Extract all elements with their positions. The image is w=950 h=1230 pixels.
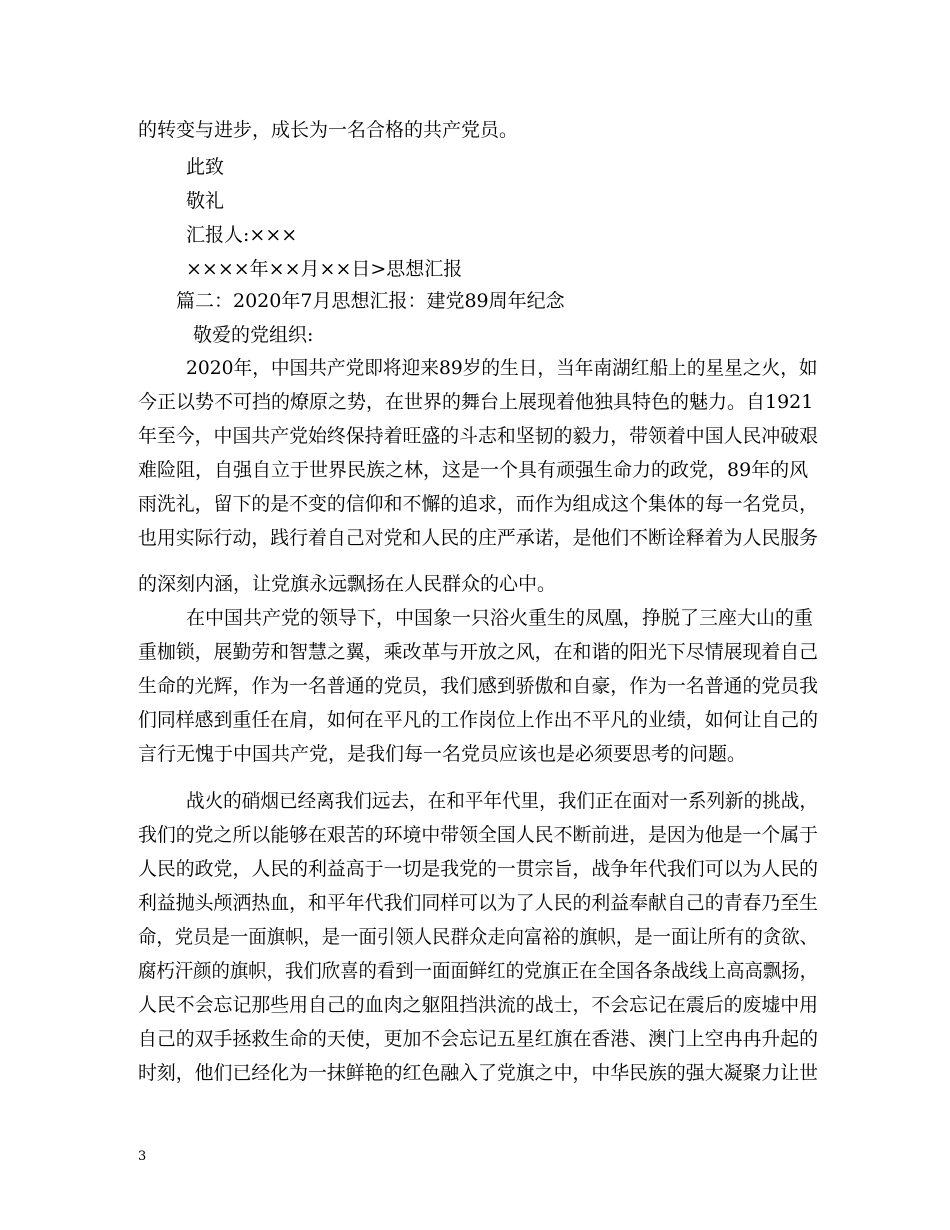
text-line: 命，党员是一面旗帜，是一面引领人民群众走向富裕的旗帜，是一面让所有的贪欲、 (138, 926, 819, 948)
text-line: 自己的双手拯救生命的天使，更加不会忘记五星红旗在香港、澳门上空冉冉升起的 (138, 1028, 819, 1050)
closing-regards: 敬礼 (186, 190, 225, 212)
text-line: 生命的光辉，作为一名普通的党员，我们感到骄傲和自豪，作为一名普通的党员我 (138, 675, 819, 697)
text-line: 人民的政党，人民的利益高于一切是我党的一贯宗旨，战争年代我们可以为人民的 (138, 858, 819, 880)
text-line: 时刻，他们已经化为一抹鲜艳的红色融入了党旗之中，中华民族的强大凝聚力让世 (138, 1062, 819, 1084)
text-line: 的转变与进步，成长为一名合格的共产党员。 (138, 119, 519, 141)
text-line: 年至今，中国共产党始终保持着旺盛的斗志和坚韧的毅力，带领着中国人民冲破艰 (138, 425, 819, 447)
text-line: 在中国共产党的领导下，中国象一只浴火重生的凤凰，挣脱了三座大山的重 (186, 607, 814, 629)
text-line: 也用实际行动，践行着自己对党和人民的庄严承诺，是他们不断诠释着为人民服务 (138, 527, 819, 549)
reporter-signature: 汇报人:××× (186, 224, 298, 246)
page-number: 3 (138, 1149, 147, 1164)
text-line: 腐朽汗颜的旗帜，我们欣喜的看到一面面鲜红的党旗正在全国各条战线上高高飘扬， (138, 960, 819, 982)
text-line: 重枷锁，展勤劳和智慧之翼，乘改革与开放之风，在和谐的阳光下尽情展现着自己 (138, 641, 819, 663)
text-line: 今正以势不可挡的燎原之势，在世界的舞台上展现着他独具特色的魅力。自1921 (138, 391, 814, 413)
text-line: 2020年，中国共产党即将迎来89岁的生日，当年南湖红船上的星星之火，如 (186, 357, 818, 379)
report-date: ××××年××月××日>思想汇报 (186, 258, 463, 280)
text-line: 战火的硝烟已经离我们远去，在和平年代里，我们正在面对一系列新的挑战， (186, 790, 818, 812)
text-line: 的深刻内涵，让党旗永远飘扬在人民群众的心中。 (138, 573, 557, 595)
text-line: 们同样感到重任在肩，如何在平凡的工作岗位上作出不平凡的业绩，如何让自己的 (138, 709, 819, 731)
text-line: 言行无愧于中国共产党，是我们每一名党员应该也是必须要思考的问题。 (138, 743, 747, 765)
text-line: 利益抛头颅洒热血，和平年代我们同样可以为了人民的利益奉献自己的青春乃至生 (138, 892, 819, 914)
text-line: 人民不会忘记那些用自己的血肉之躯阻挡洪流的战士，不会忘记在震后的废墟中用 (138, 994, 819, 1016)
closing-salutation: 此致 (186, 156, 225, 178)
text-line: 难险阻，自强自立于世界民族之林，这是一个具有顽强生命力的政党，89年的风 (138, 459, 809, 481)
section-title: 篇二：2020年7月思想汇报：建党89周年纪念 (176, 290, 565, 312)
text-line: 雨洗礼，留下的是不变的信仰和不懈的追求，而作为组成这个集体的每一名党员， (138, 493, 819, 515)
letter-greeting: 敬爱的党组织: (193, 324, 314, 346)
text-line: 我们的党之所以能够在艰苦的环境中带领全国人民不断前进，是因为他是一个属于 (138, 824, 819, 846)
